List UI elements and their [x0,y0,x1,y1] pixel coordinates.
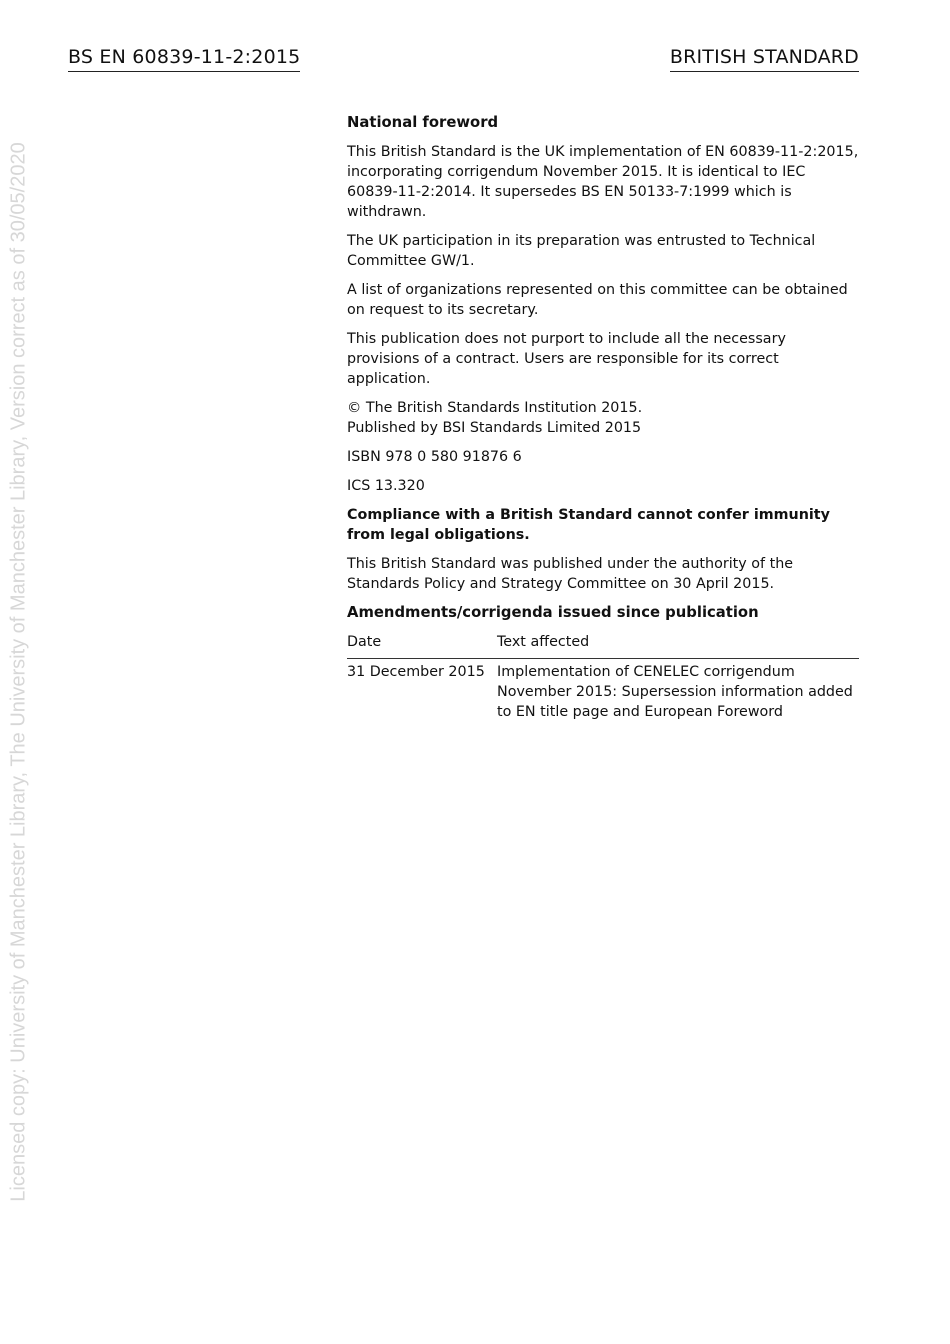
column-header-text: Text affected [497,632,859,659]
compliance-notice: Compliance with a British Standard cannot confer immunity from legal obligations. [347,507,830,543]
license-watermark: Licensed copy: University of Manchester Library, The University of Manchester Library, Version correct as of 30/05/2020 [7,142,30,1202]
publisher-line: Published by BSI Standards Limited 2015 [347,420,642,436]
copyright-line: © The British Standards Institution 2015. [347,400,643,416]
main-content [347,113,859,722]
foreword-paragraph: The UK participation in its preparation was entrusted to Technical Committee GW/1. [347,233,816,269]
foreword-paragraph: This publication does not purport to include all the necessary provisions of a contract. Users are responsible for its correct application. [347,331,786,387]
document-id: BS EN 60839-11-2:2015 [68,46,300,72]
table-row [347,659,859,723]
table-header-row [347,632,859,659]
foreword-title: National foreword [347,114,499,131]
column-header-date: Date [347,632,497,659]
ics: ICS 13.320 [347,478,425,494]
amendment-text: Implementation of CENELEC corrigendum November 2015: Supersession information added to EN title page and European Foreword [497,664,853,720]
copyright-block [347,398,859,438]
amendments-title: Amendments/corrigenda issued since publication [347,604,759,621]
series-label: BRITISH STANDARD [670,46,859,72]
amendment-date: 31 December 2015 [347,664,485,680]
isbn: ISBN 978 0 580 91876 6 [347,449,522,465]
foreword-paragraph: A list of organizations represented on this committee can be obtained on request to its secretary. [347,282,848,318]
amendments-table [347,632,859,722]
authority-statement: This British Standard was published under the authority of the Standards Policy and Strategy Committee on 30 April 2015. [347,556,794,592]
foreword-paragraph: This British Standard is the UK implementation of EN 60839-11-2:2015, incorporating corrigendum November 2015. It is identical to IEC 60839-11-2:2014. It supersedes BS EN 50133-7:1999 which is withdrawn. [347,144,859,220]
